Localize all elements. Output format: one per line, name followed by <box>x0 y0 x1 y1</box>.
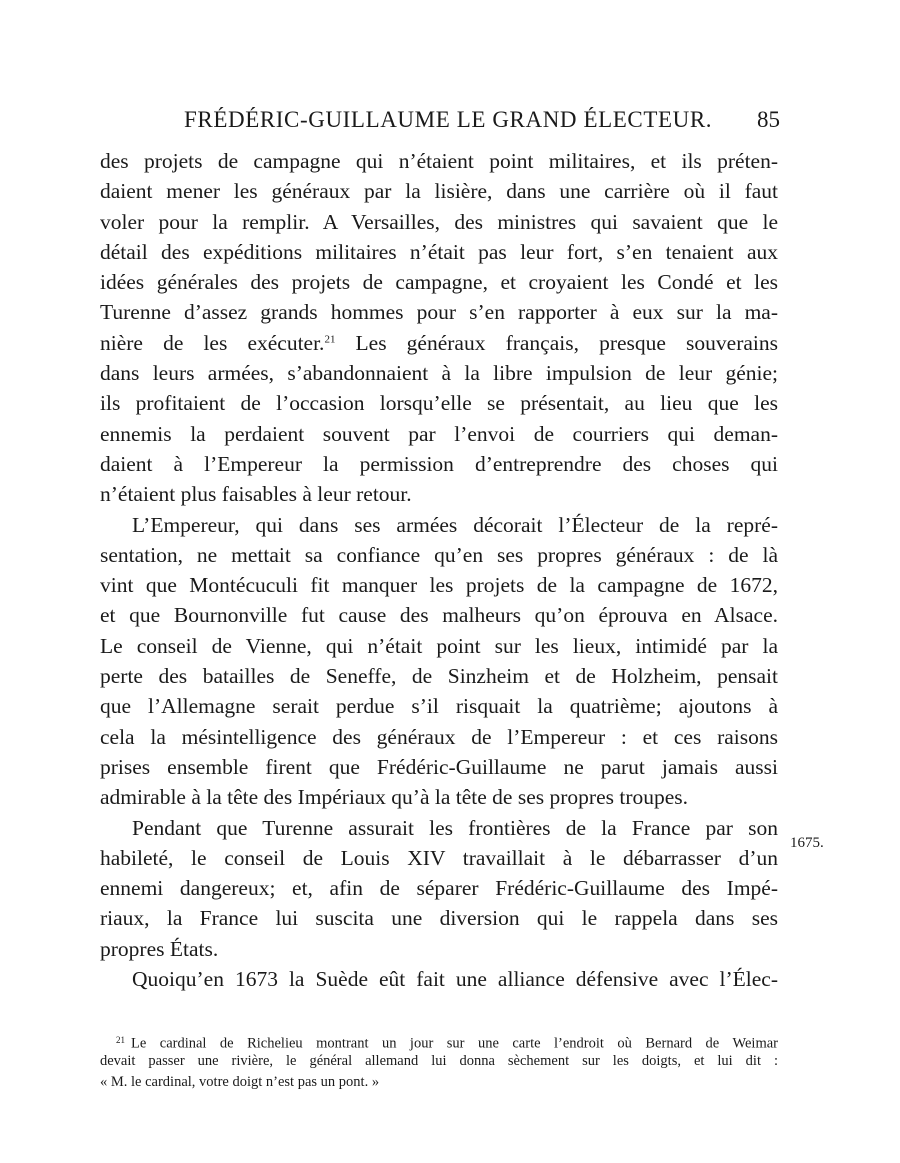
margin-note-year: 1675. <box>790 835 824 851</box>
footnote-line: devait passer une rivière, le général allemand lui donna sèchement sur les doigts, et lui dit : <box>100 1053 778 1069</box>
text-line: ennemis la perdaient souvent par l’envoi de courriers qui deman- <box>100 421 778 446</box>
text-line: propres États. <box>100 936 219 961</box>
text-line: ils profitaient de l’occasion lorsqu’elle se présentait, au lieu que les <box>100 391 778 416</box>
text-line: ennemi dangereux; et, afin de séparer Frédéric-Guillaume des Impé- <box>100 876 778 901</box>
text-line: et que Bournonville fut cause des malheurs qu’on éprouva en Alsace. <box>100 603 778 628</box>
text-line: L’Empereur, qui dans ses armées décorait l’Électeur de la repré- <box>132 512 778 537</box>
footnote-line <box>100 1030 778 1051</box>
text-line: habileté, le conseil de Louis XIV travaillait à le débarrasser d’un <box>100 845 778 870</box>
text-line: riaux, la France lui suscita une diversion qui le rappela dans ses <box>100 906 778 931</box>
text-line: prises ensemble firent que Frédéric-Guillaume ne parut jamais aussi <box>100 754 778 779</box>
body-text <box>100 146 778 994</box>
text-segment: Les généraux français, presque souverains <box>335 330 778 355</box>
running-head <box>100 107 780 139</box>
text-line: des projets de campagne qui n’étaient point militaires, et ils préten- <box>100 149 778 173</box>
text-line: cela la mésintelligence des généraux de l’Empereur : et ces raisons <box>100 724 778 749</box>
text-line: idées générales des projets de campagne, et croyaient les Condé et les <box>100 270 778 295</box>
text-line: détail des expéditions militaires n’était pas leur fort, s’en tenaient aux <box>100 239 778 264</box>
text-line: n’étaient plus faisables à leur retour. <box>100 482 412 507</box>
text-line: que l’Allemagne serait perdue s’il risquait la quatrième; ajoutons à <box>100 694 778 719</box>
footnote-mark: 21 <box>116 1035 125 1045</box>
page-number: 85 <box>757 107 780 132</box>
text-segment: nière de les exécuter. <box>100 330 325 355</box>
footnote-text: Le cardinal de Richelieu montrant un jour sur une carte l’endroit où Bernard de Weimar <box>131 1035 778 1052</box>
text-line: sentation, ne mettait sa confiance qu’en ses propres généraux : de là <box>100 542 778 567</box>
text-line: daient à l’Empereur la permission d’entreprendre des choses qui <box>100 451 778 476</box>
text-line: perte des batailles de Seneffe, de Sinzheim et de Holzheim, pensait <box>100 664 778 689</box>
footnotes <box>100 1030 778 1093</box>
text-line: voler pour la remplir. A Versailles, des ministres qui savaient que le <box>100 209 778 234</box>
text-line: admirable à la tête des Impériaux qu’à la tête de ses propres troupes. <box>100 785 689 810</box>
text-line: vint que Montécuculi fit manquer les projets de la campagne de 1672, <box>100 573 778 598</box>
text-line-with-note <box>100 328 778 358</box>
running-title: FRÉDÉRIC-GUILLAUME LE GRAND ÉLECTEUR. <box>184 107 713 132</box>
text-line: Turenne d’assez grands hommes pour s’en rapporter à eux sur la ma- <box>100 300 778 325</box>
footnote-reference: 21 <box>324 333 336 346</box>
text-line: Le conseil de Vienne, qui n’était point sur les lieux, intimidé par la <box>100 633 778 658</box>
text-line: Pendant que Turenne assurait les frontières de la France par son <box>132 815 778 840</box>
text-line: daient mener les généraux par la lisière, dans une carrière où il faut <box>100 179 778 204</box>
text-line: dans leurs armées, s’abandonnaient à la libre impulsion de leur génie; <box>100 361 778 386</box>
text-line: Quoiqu’en 1673 la Suède eût fait une alliance défensive avec l’Élec- <box>132 967 778 992</box>
footnote-line: « M. le cardinal, votre doigt n’est pas un pont. » <box>100 1074 380 1090</box>
